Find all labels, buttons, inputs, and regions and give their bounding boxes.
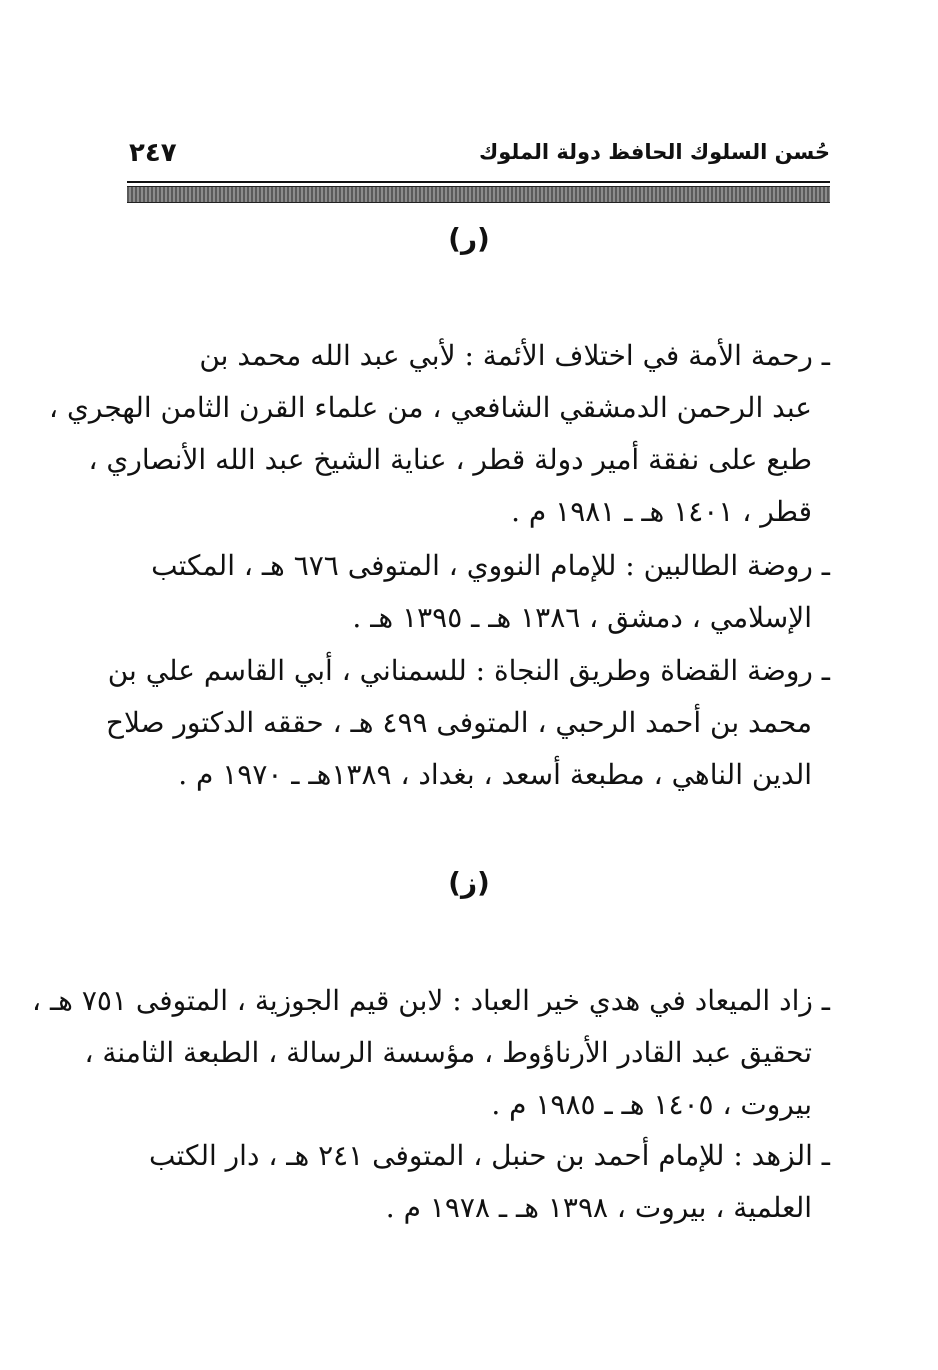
entry-line: العلمية ، بيروت ، ١٣٩٨ هـ ـ ١٩٧٨ م . bbox=[385, 1191, 812, 1224]
page-number: ٢٤٧ bbox=[129, 138, 177, 168]
entry-line: تحقيق عبد القادر الأرناؤوط ، مؤسسة الرسالة ، الطبعة الثامنة ، bbox=[84, 1036, 812, 1069]
entry-line: ـ روضة الطالبين : للإمام النووي ، المتوفى ٦٧٦ هـ ، المكتب bbox=[151, 549, 830, 582]
entry-line: قطر ، ١٤٠١ هـ ـ ١٩٨١ م . bbox=[511, 495, 812, 528]
entry-line: الدين الناهي ، مطبعة أسعد ، بغداد ، ١٣٨٩هـ ـ ١٩٧٠ م . bbox=[178, 758, 812, 791]
entry-line: ـ الزهد : للإمام أحمد بن حنبل ، المتوفى ٢٤١ هـ ، دار الكتب bbox=[149, 1139, 830, 1172]
entry-line: طبع على نفقة أمير دولة قطر ، عناية الشيخ عبد الله الأنصاري ، bbox=[88, 443, 812, 476]
entry-line: عبد الرحمن الدمشقي الشافعي ، من علماء القرن الثامن الهجري ، bbox=[49, 391, 812, 424]
bibliography-entry bbox=[127, 1130, 830, 1234]
section-heading-ra: (ر) bbox=[448, 222, 490, 255]
section-heading-zay: (ز) bbox=[448, 866, 490, 899]
bibliography-entry bbox=[105, 645, 830, 801]
book-title: حُسن السلوك الحافظ دولة الملوك bbox=[478, 140, 830, 164]
bibliography-entry bbox=[32, 975, 830, 1131]
header-ornament-band bbox=[127, 186, 830, 203]
bibliography-entry bbox=[49, 330, 830, 538]
bibliography-entry bbox=[127, 540, 830, 644]
entry-line: ـ زاد الميعاد في هدي خير العباد : لابن قيم الجوزية ، المتوفى ٧٥١ هـ ، bbox=[32, 984, 830, 1017]
entry-line: ـ رحمة الأمة في اختلاف الأئمة : لأبي عبد الله محمد بن bbox=[199, 339, 830, 372]
entry-line: محمد بن أحمد الرحبي ، المتوفى ٤٩٩ هـ ، حققه الدكتور صلاح bbox=[105, 706, 812, 739]
entry-line: الإسلامي ، دمشق ، ١٣٨٦ هـ ـ ١٣٩٥ هـ . bbox=[352, 601, 812, 634]
running-header bbox=[127, 138, 830, 178]
entry-line: ـ روضة القضاة وطريق النجاة : للسمناني ، أبي القاسم علي بن bbox=[107, 654, 830, 687]
header-rule bbox=[127, 181, 830, 183]
entry-line: بيروت ، ١٤٠٥ هـ ـ ١٩٨٥ م . bbox=[491, 1088, 812, 1121]
